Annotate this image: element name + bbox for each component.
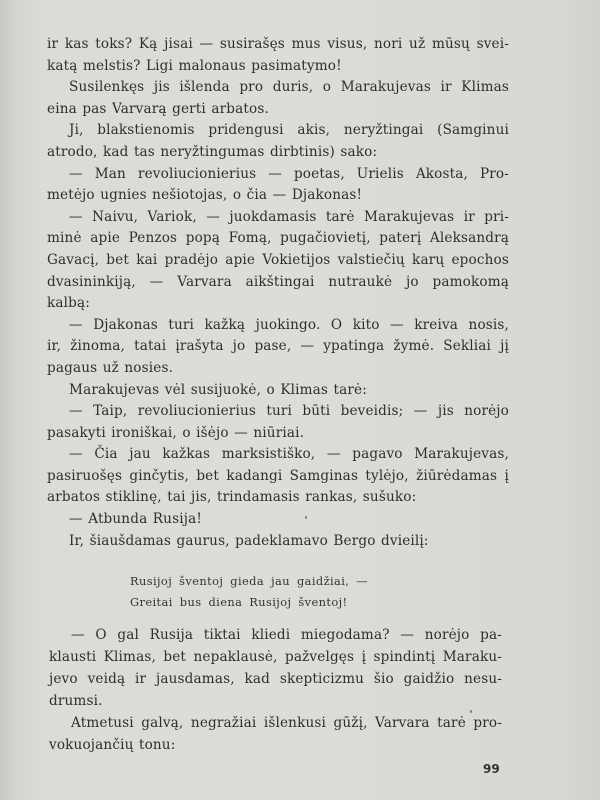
text-line: — Taip, revoliucionierius turi būti beveidis; — jis norėjo bbox=[69, 403, 509, 420]
text-line: pasiruošęs ginčytis, bet kadangi Samginas tylėjo, žiūrėdamas į bbox=[47, 467, 509, 484]
text-line: katą melstis? Ligi malonaus pasimatymo! bbox=[47, 57, 342, 74]
text-line: Marakujevas vėl susijuokė, o Klimas tarė: bbox=[69, 381, 367, 398]
page-number: 99 bbox=[483, 762, 500, 776]
verse-line: Greitai bus diena Rusijoj šventoj! bbox=[130, 595, 348, 609]
text-line: Atmetusi galvą, negražiai išlenkusi gūžį, Varvara tarė pro- bbox=[71, 715, 502, 731]
text-line: metėjo ugnies nešiotojas, o čia — Djakonas! bbox=[47, 187, 363, 204]
text-line: ir, žinoma, tatai įrašyta jo pase, — ypatinga žymė. Sekliai jį bbox=[47, 338, 509, 355]
text-line: ir kas toks? Ką jisai — susirašęs mus visus, nori už mūsų svei- bbox=[47, 36, 509, 52]
text-line: vokuojančių tonu: bbox=[49, 737, 176, 753]
text-line: klausti Klimas, bet nepaklausė, pažvelgęs į spindintį Maraku- bbox=[49, 649, 502, 665]
text-line: dvasininkiją, — Varvara aikštingai nutraukė jo pamokomą bbox=[47, 273, 509, 290]
text-line: — Čia jau kažkas marksistiško, — pagavo Marakujevas, bbox=[69, 446, 509, 463]
text-line: — O gal Rusija tiktai kliedi miegodama? — norėjo pa- bbox=[71, 627, 502, 643]
text-line: minė apie Penzos popą Fomą, pugačiovietį, paterį Aleksandrą bbox=[47, 230, 509, 247]
text-line: arbatos stiklinę, tai jis, trindamasis rankas, sušuko: bbox=[47, 489, 417, 506]
verse-line: Rusijoj šventoj gieda jau gaidžiai, — bbox=[130, 574, 369, 588]
scan-speck bbox=[305, 516, 307, 519]
text-line: — Djakonas turi kažką juokingo. O kito — kreiva nosis, bbox=[69, 316, 509, 333]
text-block-bottom bbox=[49, 624, 502, 756]
text-line: Ji, blakstienomis pridengusi akis, neryžtingai (Samginui bbox=[69, 122, 509, 139]
text-line: — Naivu, Variok, — juokdamasis tarė Marakujevas ir pri- bbox=[69, 208, 509, 225]
text-line: atrodo, kad tas neryžtingumas dirbtinis) sako: bbox=[47, 143, 378, 160]
text-line: jevo veidą ir jausdamas, kad skepticizmu šio gaidžio nesu- bbox=[49, 671, 502, 687]
text-line: pagaus už nosies. bbox=[47, 359, 174, 376]
text-line: Susilenkęs jis išlenda pro duris, o Marakujevas ir Klimas bbox=[69, 79, 509, 96]
scan-speck bbox=[470, 710, 472, 713]
text-line: pasakyti ironiškai, o išėjo — niūriai. bbox=[47, 424, 305, 441]
verse-couplet bbox=[130, 571, 368, 613]
text-line: — Atbunda Rusija! bbox=[69, 511, 202, 528]
text-line: — Man revoliucionierius — poetas, Urielis Akosta, Pro- bbox=[69, 165, 509, 182]
text-line: kalbą: bbox=[47, 295, 90, 312]
text-line: Gavacį, bet kai pradėjo apie Vokietijos valstiečių karų epochos bbox=[47, 251, 509, 268]
text-block-top bbox=[47, 34, 509, 552]
text-line: Ir, šiaušdamas gaurus, padeklamavo Bergo dvieilį: bbox=[69, 532, 429, 549]
text-line: eina pas Varvarą gerti arbatos. bbox=[47, 100, 269, 117]
text-line: drumsi. bbox=[49, 693, 103, 709]
